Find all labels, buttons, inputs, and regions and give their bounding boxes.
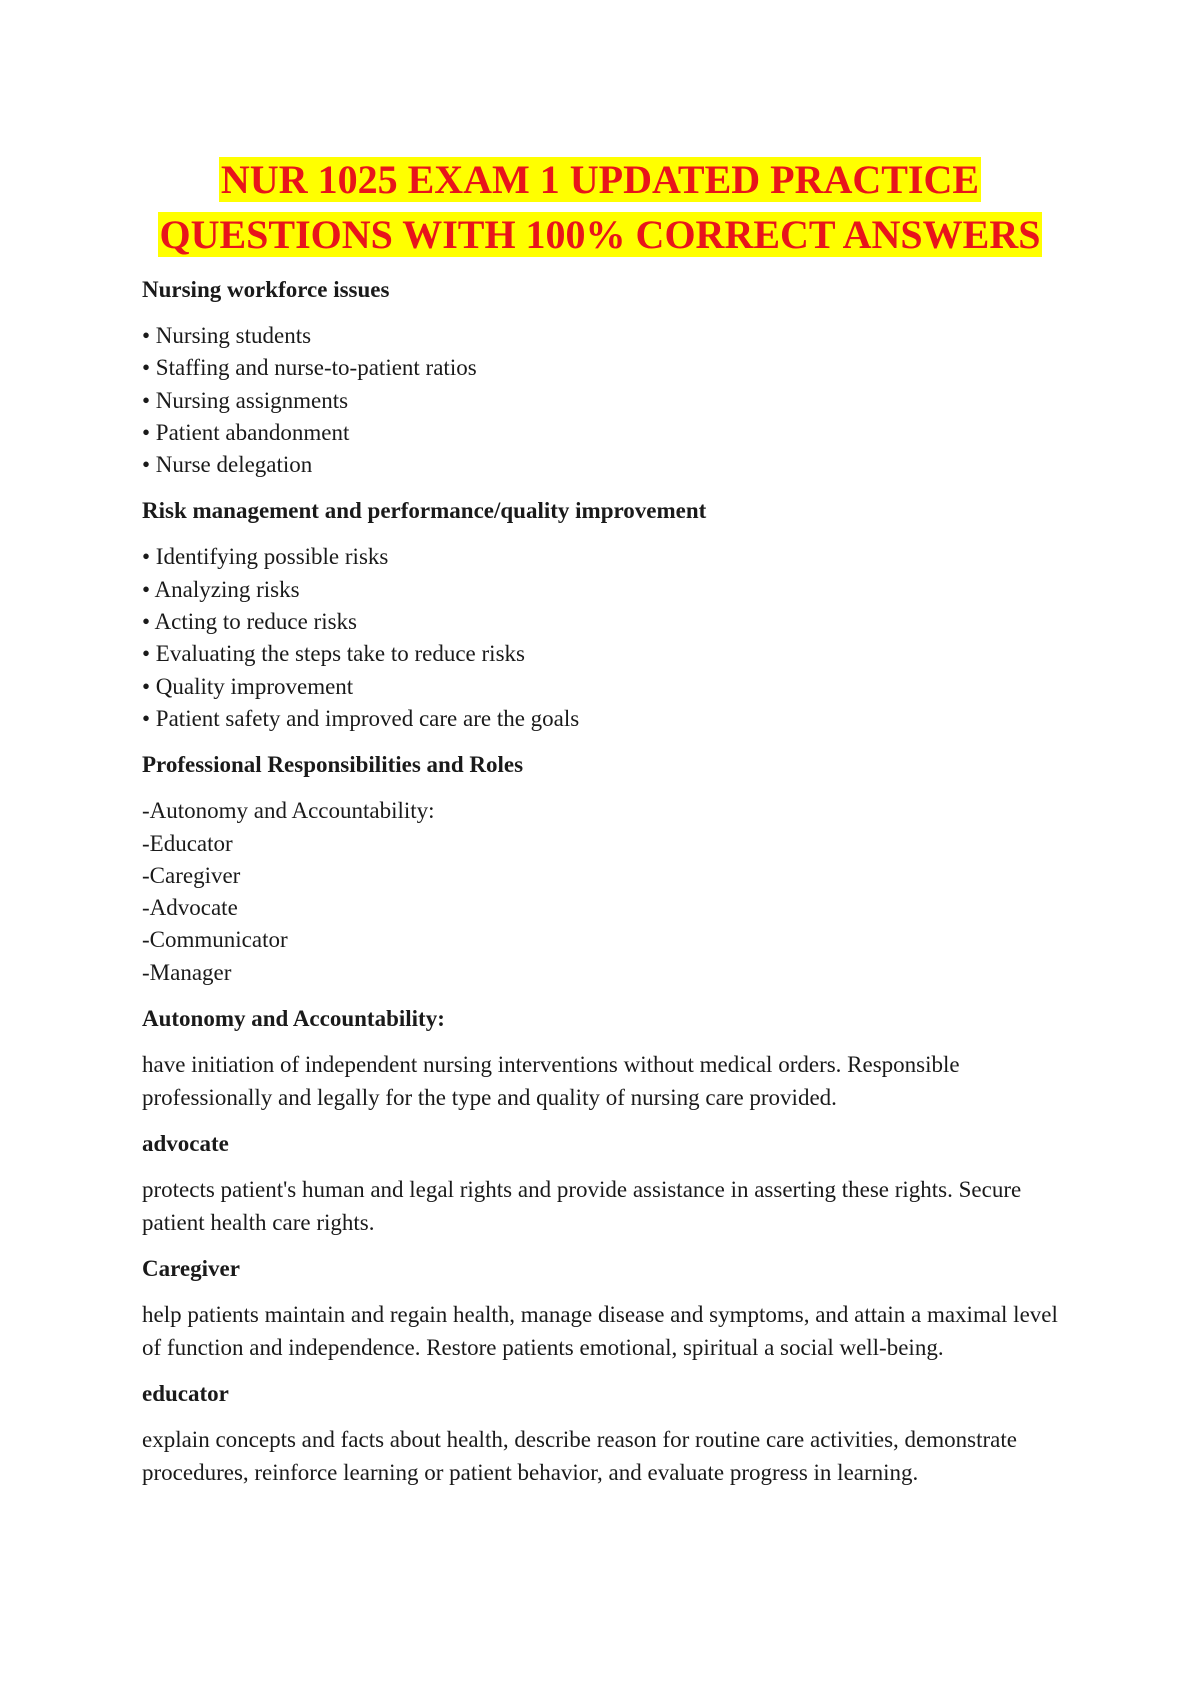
advocate-definition: protects patient's human and legal rights and provide assistance in asserting these rights. Secure patient health care rights. bbox=[142, 1177, 1022, 1235]
list-item: • Analyzing risks bbox=[142, 576, 300, 602]
section-heading-roles: Professional Responsibilities and Roles bbox=[142, 752, 524, 778]
educator-definition: explain concepts and facts about health, describe reason for routine care activities, demonstrate procedures, reinforce learning or patient behavior, and evaluate progress in learning. bbox=[142, 1427, 1017, 1485]
document-body bbox=[142, 274, 1062, 1503]
list-item: • Quality improvement bbox=[142, 673, 354, 699]
list-item: -Manager bbox=[142, 959, 232, 985]
list-item: -Advocate bbox=[142, 895, 238, 921]
roles-list bbox=[142, 795, 1062, 989]
document-title bbox=[0, 152, 1200, 262]
list-item: -Communicator bbox=[142, 927, 288, 953]
list-item: • Staffing and nurse-to-patient ratios bbox=[142, 355, 477, 381]
workforce-list bbox=[142, 320, 1062, 481]
section-heading-advocate: advocate bbox=[142, 1131, 229, 1157]
list-item: -Educator bbox=[142, 830, 233, 856]
section-heading-educator: educator bbox=[142, 1381, 229, 1407]
section-heading-autonomy: Autonomy and Accountability: bbox=[142, 1006, 445, 1032]
caregiver-definition: help patients maintain and regain health, manage disease and symptoms, and attain a maximal level of function and independence. Restore patients emotional, spiritual a social well-being. bbox=[142, 1302, 1058, 1360]
list-item: • Nursing students bbox=[142, 323, 312, 348]
title-line-1: NUR 1025 EXAM 1 UPDATED PRACTICE bbox=[220, 157, 980, 202]
list-item: • Identifying possible risks bbox=[142, 544, 389, 570]
list-item: • Patient safety and improved care are the goals bbox=[142, 705, 580, 731]
autonomy-definition: have initiation of independent nursing interventions without medical orders. Responsible professionally and legally for the type and quality of nursing care provided. bbox=[142, 1052, 960, 1110]
section-heading-workforce: Nursing workforce issues bbox=[142, 277, 390, 302]
section-heading-risk: Risk management and performance/quality improvement bbox=[142, 498, 707, 524]
section-heading-caregiver: Caregiver bbox=[142, 1256, 240, 1282]
list-item: • Nursing assignments bbox=[142, 387, 349, 413]
title-line-2: QUESTIONS WITH 100% CORRECT ANSWERS bbox=[159, 212, 1041, 257]
list-item: • Evaluating the steps take to reduce risks bbox=[142, 641, 525, 667]
list-item: • Acting to reduce risks bbox=[142, 609, 358, 635]
list-item: -Autonomy and Accountability: bbox=[142, 798, 435, 824]
list-item: • Patient abandonment bbox=[142, 419, 350, 445]
risk-list bbox=[142, 541, 1062, 735]
list-item: • Nurse delegation bbox=[142, 452, 313, 478]
list-item: -Caregiver bbox=[142, 862, 241, 888]
